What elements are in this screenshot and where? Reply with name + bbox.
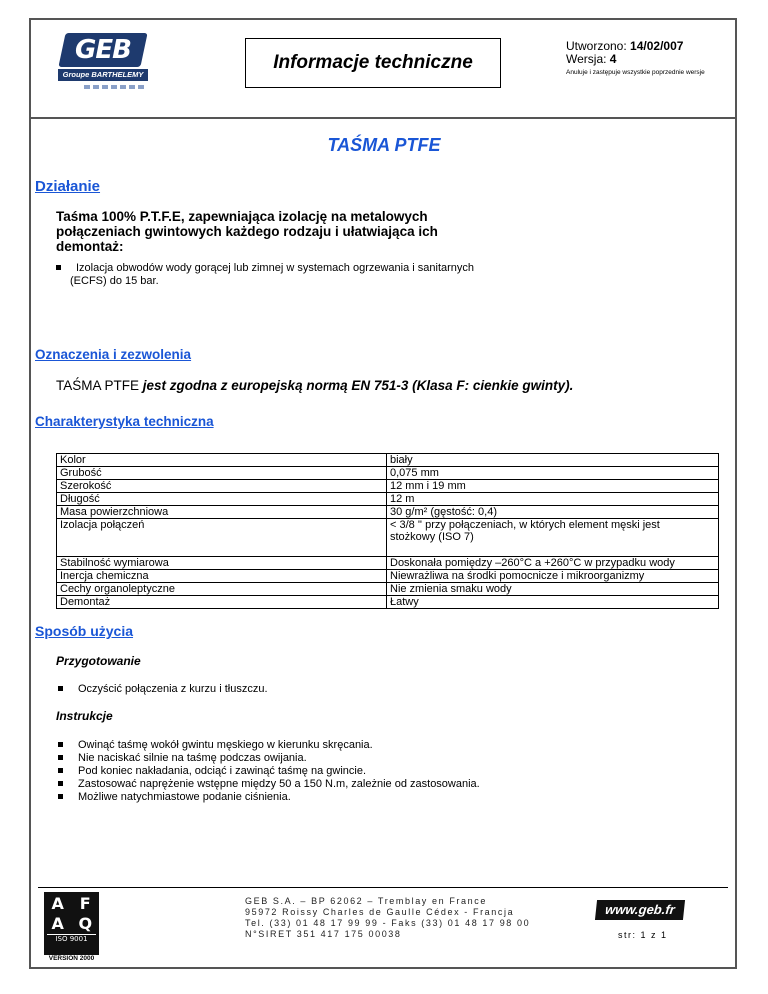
instr-item: Owinąć taśmę wokół gwintu męskiego w kierunku skręcania. bbox=[78, 739, 373, 751]
prep-heading: Przygotowanie bbox=[56, 654, 141, 668]
dzialanie-bullet-cont: (ECFS) do 15 bar. bbox=[70, 275, 159, 287]
table-row: Długość 12 m bbox=[57, 493, 719, 506]
section-heading-dzialanie: Działanie bbox=[35, 178, 101, 195]
iso-label: ISO 9001 bbox=[47, 934, 96, 944]
table-row: Masa powierzchniowa 30 g/m² (gęstość: 0,4) bbox=[57, 506, 719, 519]
created-label: Utworzono: bbox=[566, 39, 627, 53]
instr-item: Zastosować naprężenie wstępne między 50 a 150 N.m, zależnie od zastosowania. bbox=[78, 778, 480, 790]
section-heading-charakterystyka: Charakterystyka techniczna bbox=[35, 414, 214, 429]
section-heading-sposob: Sposób użycia bbox=[35, 623, 134, 639]
version-label: Wersja: bbox=[566, 52, 607, 66]
document-title: TAŚMA PTFE bbox=[327, 135, 441, 155]
dzialanie-bullet: Izolacja obwodów wody gorącej lub zimnej w systemach ogrzewania i sanitarnych bbox=[76, 262, 475, 274]
spec-table bbox=[56, 453, 719, 609]
section-heading-oznaczenia: Oznaczenia i zezwolenia bbox=[35, 347, 192, 362]
header-divider bbox=[31, 117, 735, 119]
instr-item: Nie naciskać silnie na taśmę podczas owijania. bbox=[78, 752, 307, 764]
table-row: Grubość 0,075 mm bbox=[57, 467, 719, 480]
instr-heading: Instrukcje bbox=[56, 709, 113, 723]
oznaczenia-statement: TAŚMA PTFE jest zgodna z europejską normą EN 751-3 (Klasa F: cienkie gwinty). bbox=[56, 378, 574, 393]
created-value: 14/02/007 bbox=[630, 39, 684, 53]
page-number: str: 1 z 1 bbox=[618, 930, 668, 940]
prep-item: Oczyścić połączenia z kurzu i tłuszczu. bbox=[78, 683, 268, 695]
version-value: 4 bbox=[609, 52, 617, 66]
afaq-version: VERSION 2000 bbox=[48, 955, 95, 962]
supersede-note: Anuluje i zastępuje wszystkie poprzednie wersje bbox=[566, 69, 705, 76]
table-row: Inercja chemiczna Niewrażliwa na środki pomocnicze i mikroorganizmy bbox=[57, 570, 719, 583]
afaq-iso-logo: A F A Q ISO 9001 bbox=[44, 892, 99, 955]
table-row: Kolor biały bbox=[57, 454, 719, 467]
logo-dots bbox=[84, 85, 144, 89]
instr-item: Możliwe natychmiastowe podanie ciśnienia. bbox=[78, 791, 291, 803]
table-row: Stabilność wymiarowa Doskonała pomiędzy –260°C a +260°C w przypadku wody bbox=[57, 557, 719, 570]
table-row: Izolacja połączeń < 3/8 '' przy połączeniach, w których element męski jest stożkowy (ISO 7) bbox=[57, 519, 719, 557]
header-title: Informacje techniczne bbox=[245, 38, 501, 88]
logo-text: GEB bbox=[75, 35, 131, 65]
logo-group: Groupe BARTHELEMY bbox=[58, 69, 148, 81]
dzialanie-intro: Taśma 100% P.T.F.E, zapewniająca izolację na metalowych połączeniach gwintowych każdego rodzaju i ułatwiająca ich demontaż: bbox=[56, 209, 438, 254]
company-address: GEB S.A. – BP 62062 – Tremblay en France 95972 Roissy Charles de Gaulle Cédex - Francja Tel. (33) 01 48 17 99 99 - Faks (33) 01 48 17 98 00 N°SIRET 351 417 175 00038 bbox=[245, 896, 531, 939]
geb-logo bbox=[58, 33, 148, 95]
footer-divider bbox=[38, 887, 728, 888]
table-row: Demontaż Łatwy bbox=[57, 596, 719, 609]
table-row: Szerokość 12 mm i 19 mm bbox=[57, 480, 719, 493]
website-link[interactable]: www.geb.fr bbox=[595, 900, 685, 920]
table-row: Cechy organoleptyczne Nie zmienia smaku wody bbox=[57, 583, 719, 596]
doc-meta bbox=[566, 40, 731, 77]
instr-item: Pod koniec nakładania, odciąć i zawinąć taśmę na gwincie. bbox=[78, 765, 366, 777]
